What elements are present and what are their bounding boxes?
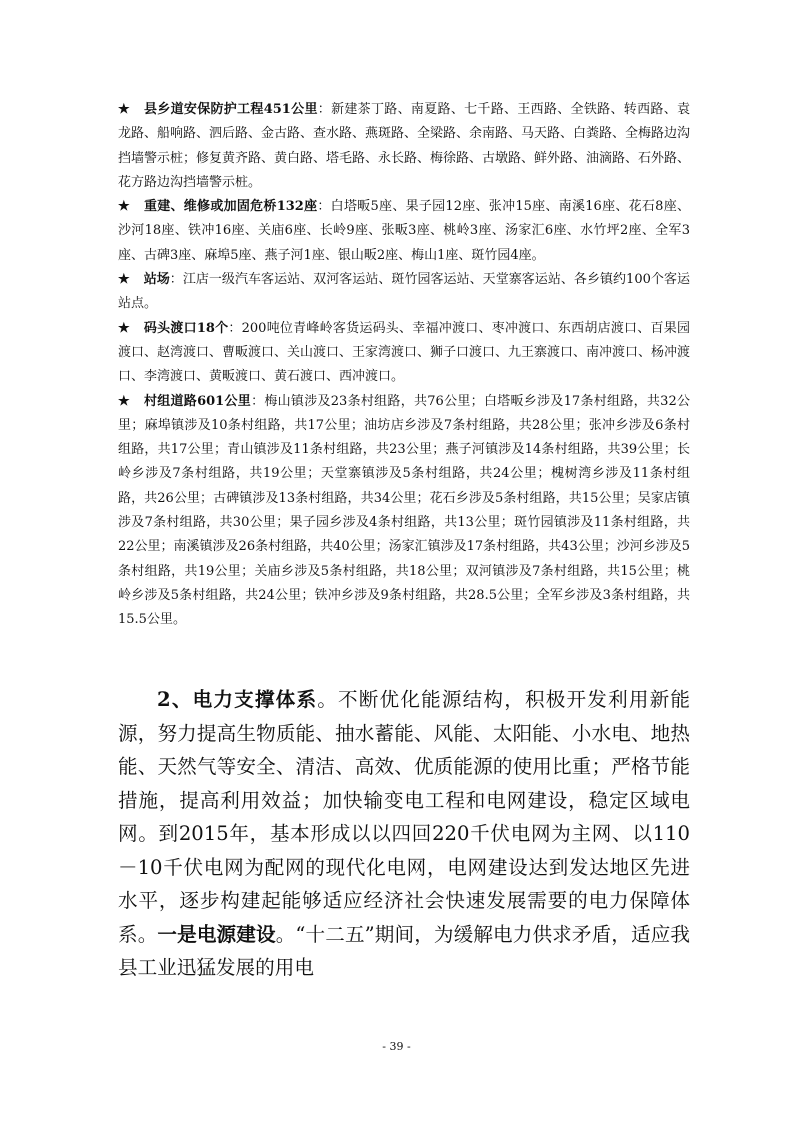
star-icon: ★: [118, 102, 130, 117]
list-item: [118, 390, 690, 633]
subsection-heading: 一是电源建设: [157, 922, 276, 946]
item-lead: 县乡道安保防护工程451公里: [143, 102, 318, 117]
list-item: [118, 268, 690, 317]
star-icon: ★: [118, 199, 130, 215]
item-lead: 村组道路601公里: [143, 393, 252, 409]
star-icon: ★: [118, 320, 130, 336]
item-text: ：新建茶丁路、南夏路、七千路、王西路、全铁路、转西路、袁龙路、船响路、泗后路、金古路、查水路、燕斑路、全梁路、余南路、马天路、白粪路、全梅路边沟挡墙警示桩；修复黄齐路、黄白路、塔毛路、永长路、梅徐路、古墩路、鲜外路、油滴路、石外路、花方路边沟挡墙警示桩。: [118, 102, 691, 190]
item-lead: 码头渡口18个: [143, 320, 229, 336]
item-text: ：梅山镇涉及23条村组路，共76公里；白塔畈乡涉及17条村组路，共32公里；麻埠镇涉及10条村组路，共17公里；油坊店乡涉及7条村组路，共28公里；张冲乡涉及6条村组路，共17公里；青山镇涉及11条村组路，共23公里；燕子河镇涉及14条村组路，共39公里；长岭乡涉及7条村组路，共19公里；天堂寨镇涉及5条村组路，共24公里；槐树湾乡涉及11条村组路，共26公里；古碑镇涉及13条村组路，共34公里；花石乡涉及5条村组路，共15公里；吴家店镇涉及7条村组路，共30公里；果子园乡涉及4条村组路，共13公里；斑竹园镇涉及11条村组路，共22公里；南溪镇涉及26条村组路，共40公里；汤家汇镇涉及17条村组路，共43公里；沙河乡涉及5条村组路，共19公里；关庙乡涉及5条村组路，共18公里；双河镇涉及7条村组路，共15公里；桃岭乡涉及5条村组路，共24公里；铁冲乡涉及9条村组路，共28.5公里；全军乡涉及3条村组路，共15.5公里。: [118, 393, 690, 628]
list-item: [118, 195, 690, 268]
subsection-body: 。“十二五”期间，为缓解电力供求矛盾，适应我县工业迅猛发展的用电: [118, 922, 691, 979]
item-text: ：200吨位青峰岭客货运码头、幸福冲渡口、枣冲渡口、东西胡店渡口、百果园渡口、赵湾渡口、曹畈渡口、关山渡口、王家湾渡口、狮子口渡口、九王寨渡口、南冲渡口、杨冲渡口、李湾渡口、黄畈渡口、黄石渡口、西冲渡口。: [118, 320, 691, 385]
section-paragraph: [118, 683, 690, 985]
section-body: 。不断优化能源结构，积极开发利用新能源，努力提高生物质能、抽水蓄能、风能、太阳能、小水电、地热能、天然气等安全、清洁、高效、优质能源的使用比重；严格节能措施，提高利用效益；加快输变电工程和电网建设，稳定区域电网。到2015年，基本形成以以四回220千伏电网为主网、以110－10千伏电网为配网的现代化电网，电网建设达到发达地区先进水平，逐步构建起能够适应经济社会快速发展需要的电力保障体系。: [118, 688, 690, 946]
project-list: [118, 98, 690, 633]
list-item: [118, 98, 690, 195]
item-lead: 站场: [143, 272, 170, 288]
item-lead: 重建、维修或加固危桥132座: [143, 199, 318, 215]
item-text: ：江店一级汽车客运站、双河客运站、斑竹园客运站、天堂寨客运站、各乡镇约100个客运站点。: [118, 272, 690, 312]
star-icon: ★: [118, 272, 130, 288]
star-icon: ★: [118, 393, 130, 409]
page-number: - 39 -: [382, 1040, 411, 1053]
item-text: ：白塔畈5座、果子园12座、张冲15座、南溪16座、花石8座、沙河18座、铁冲16座、关庙6座、长岭9座、张畈3座、桃岭3座、汤家汇6座、水竹坪2座、全军3座、古碑3座、麻埠5座、燕子河1座、银山畈2座、梅山1座、斑竹园4座。: [118, 199, 691, 263]
list-item: [118, 317, 690, 390]
section-heading: 2、电力支撑体系: [157, 688, 318, 711]
